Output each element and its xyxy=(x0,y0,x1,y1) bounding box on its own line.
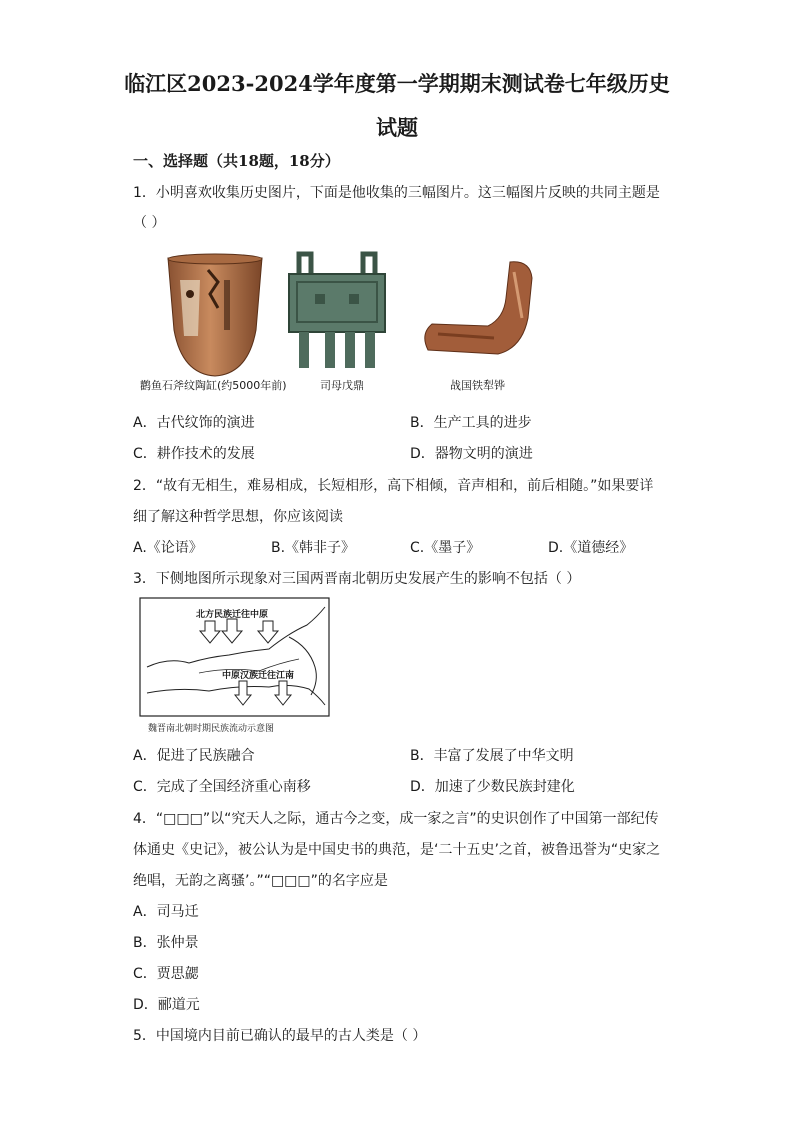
q4-option-b[interactable]: B．张仲景 xyxy=(133,935,199,951)
q4-stem-line3: 绝唱，无韵之离骚’。”“□□□”的名字应是 xyxy=(133,873,388,889)
q3-option-b[interactable]: B．丰富了发展了中华文明 xyxy=(410,748,574,764)
q3-stem: 3．下侧地图所示现象对三国两晋南北朝历史发展产生的影响不包括（ ） xyxy=(133,571,581,587)
map-label-south: 中原汉族迁往江南 xyxy=(222,671,295,681)
q3-option-d[interactable]: D．加速了少数民族封建化 xyxy=(410,779,575,795)
q1-caption-jar: 鹳鱼石斧纹陶缸(约5000年前) xyxy=(140,379,287,392)
q1-caption-plough: 战国铁犁铧 xyxy=(450,379,505,392)
q3-option-a[interactable]: A．促进了民族融合 xyxy=(133,748,255,764)
q4-stem-line2: 体通史《史记》，被公认为是中国史书的典范，是‘二十五史’之首，被鲁迅誉为“史家之 xyxy=(133,842,661,858)
q1-stem-line2: （ ） xyxy=(133,215,166,231)
iron-plough-image xyxy=(418,258,536,362)
q1-option-c[interactable]: C．耕作技术的发展 xyxy=(133,446,255,462)
q4-option-a[interactable]: A．司马迁 xyxy=(133,904,199,920)
exam-title-line2: 试题 xyxy=(376,115,418,140)
q1-option-d[interactable]: D．器物文明的演进 xyxy=(410,446,533,462)
q2-stem-line2: 细了解这种哲学思想，你应该阅读 xyxy=(133,509,343,525)
q1-stem-line1: 1．小明喜欢收集历史图片，下面是他收集的三幅图片。这三幅图片反映的共同主题是 xyxy=(133,185,660,201)
bronze-ding-image xyxy=(285,250,389,372)
q2-option-b[interactable]: B.《韩非子》 xyxy=(271,540,356,556)
pottery-jar-image xyxy=(160,250,270,378)
map-label-north: 北方民族迁往中原 xyxy=(196,610,269,620)
q1-option-b[interactable]: B．生产工具的进步 xyxy=(410,415,532,431)
q1-option-a[interactable]: A．古代纹饰的演进 xyxy=(133,415,255,431)
q1-caption-ding: 司母戊鼎 xyxy=(320,379,364,392)
q4-stem-line1: 4．“□□□”以“究天人之际，通古今之变，成一家之言”的史识创作了中国第一部纪传 xyxy=(133,811,659,827)
q2-option-c[interactable]: C.《墨子》 xyxy=(410,540,481,556)
q2-stem-line1: 2．“故有无相生，难易相成，长短相形，高下相倾，音声相和，前后相随。”如果要详 xyxy=(133,478,654,494)
q2-option-d[interactable]: D.《道德经》 xyxy=(548,540,634,556)
map-caption: 魏晋南北朝时期民族流动示意图 xyxy=(148,724,275,734)
q2-option-a[interactable]: A.《论语》 xyxy=(133,540,203,556)
q4-option-c[interactable]: C．贾思勰 xyxy=(133,966,199,982)
q3-option-c[interactable]: C．完成了全国经济重心南移 xyxy=(133,779,311,795)
section-heading: 一、选择题（共18题，18分） xyxy=(133,152,340,170)
q4-option-d[interactable]: D．郦道元 xyxy=(133,997,200,1013)
q5-stem: 5．中国境内目前已确认的最早的古人类是（ ） xyxy=(133,1028,427,1044)
exam-title-line1: 临江区2023-2024学年度第一学期期末测试卷七年级历史 xyxy=(124,71,670,96)
